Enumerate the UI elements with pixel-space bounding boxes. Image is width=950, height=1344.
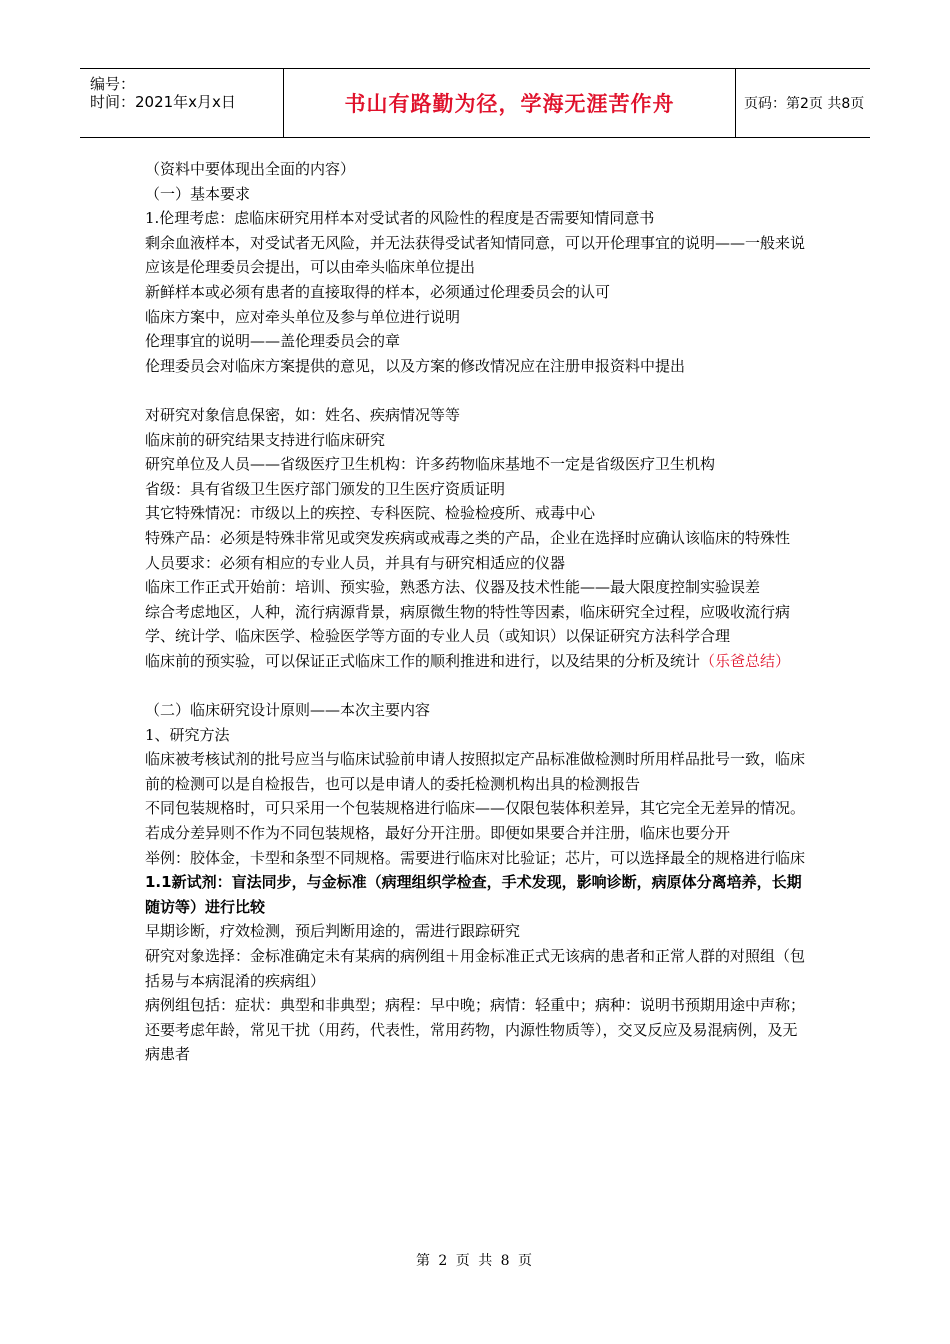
paragraph: 1.伦理考虑：虑临床研究用样本对受试者的风险性的程度是否需要知情同意书: [145, 209, 655, 228]
header-motto: 书山有路勤为径，学海无涯苦作舟: [344, 92, 675, 116]
paragraph: 特殊产品：必须是特殊非常见或突发疾病或戒毒之类的产品，企业在选择时应确认该临床的特殊性: [145, 528, 791, 547]
paragraph: 剩余血液样本，对受试者无风险，并无法获得受试者知情同意，可以开伦理事宜的说明——一般来说应该是伦理委员会提出，可以由牵头临床单位提出: [145, 233, 806, 277]
paragraph: 临床工作正式开始前：培训、预实验，熟悉方法、仪器及技术性能——最大限度控制实验误差: [145, 578, 761, 597]
paragraph: 综合考虑地区，人种，流行病源背景，病原微生物的特性等因素，临床研究全过程，应吸收流行病学、统计学、临床医学、检验医学等方面的专业人员（或知识）以保证研究方法科学合理: [145, 602, 791, 646]
bold-heading: 1.1新试剂：盲法同步，与金标准（病理组织学检查，手术发现，影响诊断，病原体分离培养，长期随访等）进行比较: [145, 873, 802, 916]
paragraph: 早期诊断，疗效检测，预后判断用途的，需进行跟踪研究: [145, 922, 521, 941]
paragraph: 省级：具有省级卫生医疗部门颁发的卫生医疗资质证明: [145, 479, 506, 498]
section-heading: （二）临床研究设计原则——本次主要内容: [145, 701, 431, 720]
blank-line: [145, 673, 810, 698]
document-number-label: 编号：: [90, 75, 136, 93]
section-heading: （一）基本要求: [145, 184, 251, 203]
subsection-heading: 1、研究方法: [145, 725, 230, 744]
author-note: （乐爸总结）: [700, 651, 791, 670]
paragraph: 举例：胶体金，卡型和条型不同规格。需要进行临床对比验证；芯片，可以选择最全的规格进行临床: [145, 848, 806, 867]
paragraph: 临床被考核试剂的批号应当与临床试验前申请人按照拟定产品标准做检测时所用样品批号一致，临床前的检测可以是自检报告，也可以是申请人的委托检测机构出具的检测报告: [145, 750, 806, 793]
paragraph: 新鲜样本或必须有患者的直接取得的样本，必须通过伦理委员会的认可: [145, 282, 611, 301]
paragraph: 不同包装规格时，可只采用一个包装规格进行临床——仅限包装体积差异，其它完全无差异的情况。若成分差异则不作为不同包装规格，最好分开注册。即便如果要合并注册，临床也要分开: [145, 799, 806, 843]
paragraph: 临床方案中，应对牵头单位及参与单位进行说明: [145, 307, 461, 326]
paragraph: [145, 649, 810, 674]
header-motto-cell: [283, 69, 736, 137]
paragraph: 伦理事宜的说明——盖伦理委员会的章: [145, 332, 401, 351]
page-footer: 第 2 页 共 8 页: [415, 1253, 535, 1269]
paragraph: 人员要求：必须有相应的专业人员，并具有与研究相适应的仪器: [145, 553, 566, 572]
header-page-number: 页码：第2页 共8页: [744, 96, 865, 112]
paragraph: 研究单位及人员——省级医疗卫生机构：许多药物临床基地不一定是省级医疗卫生机构: [145, 455, 716, 474]
header-meta: [80, 69, 283, 137]
page-header: [80, 68, 870, 138]
paragraph: 伦理委员会对临床方案提供的意见，以及方案的修改情况应在注册申报资料中提出: [145, 356, 686, 375]
paragraph: 其它特殊情况：市级以上的疾控、专科医院、检验检疫所、戒毒中心: [145, 504, 596, 523]
paragraph: （资料中要体现出全面的内容）: [145, 160, 356, 178]
document-body: [145, 157, 810, 1067]
blank-line: [145, 378, 810, 403]
paragraph: 对研究对象信息保密，如：姓名、疾病情况等等: [145, 405, 461, 424]
paragraph: 研究对象选择：金标准确定未有某病的病例组＋用金标准正式无该病的患者和正常人群的对照组（包括易与本病混淆的疾病组）: [145, 947, 806, 990]
paragraph: 临床前的研究结果支持进行临床研究: [145, 430, 386, 449]
paragraph-text: 临床前的预实验，可以保证正式临床工作的顺利推进和进行，以及结果的分析及统计: [145, 651, 701, 670]
document-date: 时间：2021年x月x日: [90, 93, 236, 111]
paragraph: 病例组包括：症状：典型和非典型；病程：早中晚；病情：轻重中；病种：说明书预期用途中声称；还要考虑年龄，常见干扰（用药，代表性，常用药物，内源性物质等），交叉反应及易混病例，及无病患者: [145, 996, 806, 1064]
